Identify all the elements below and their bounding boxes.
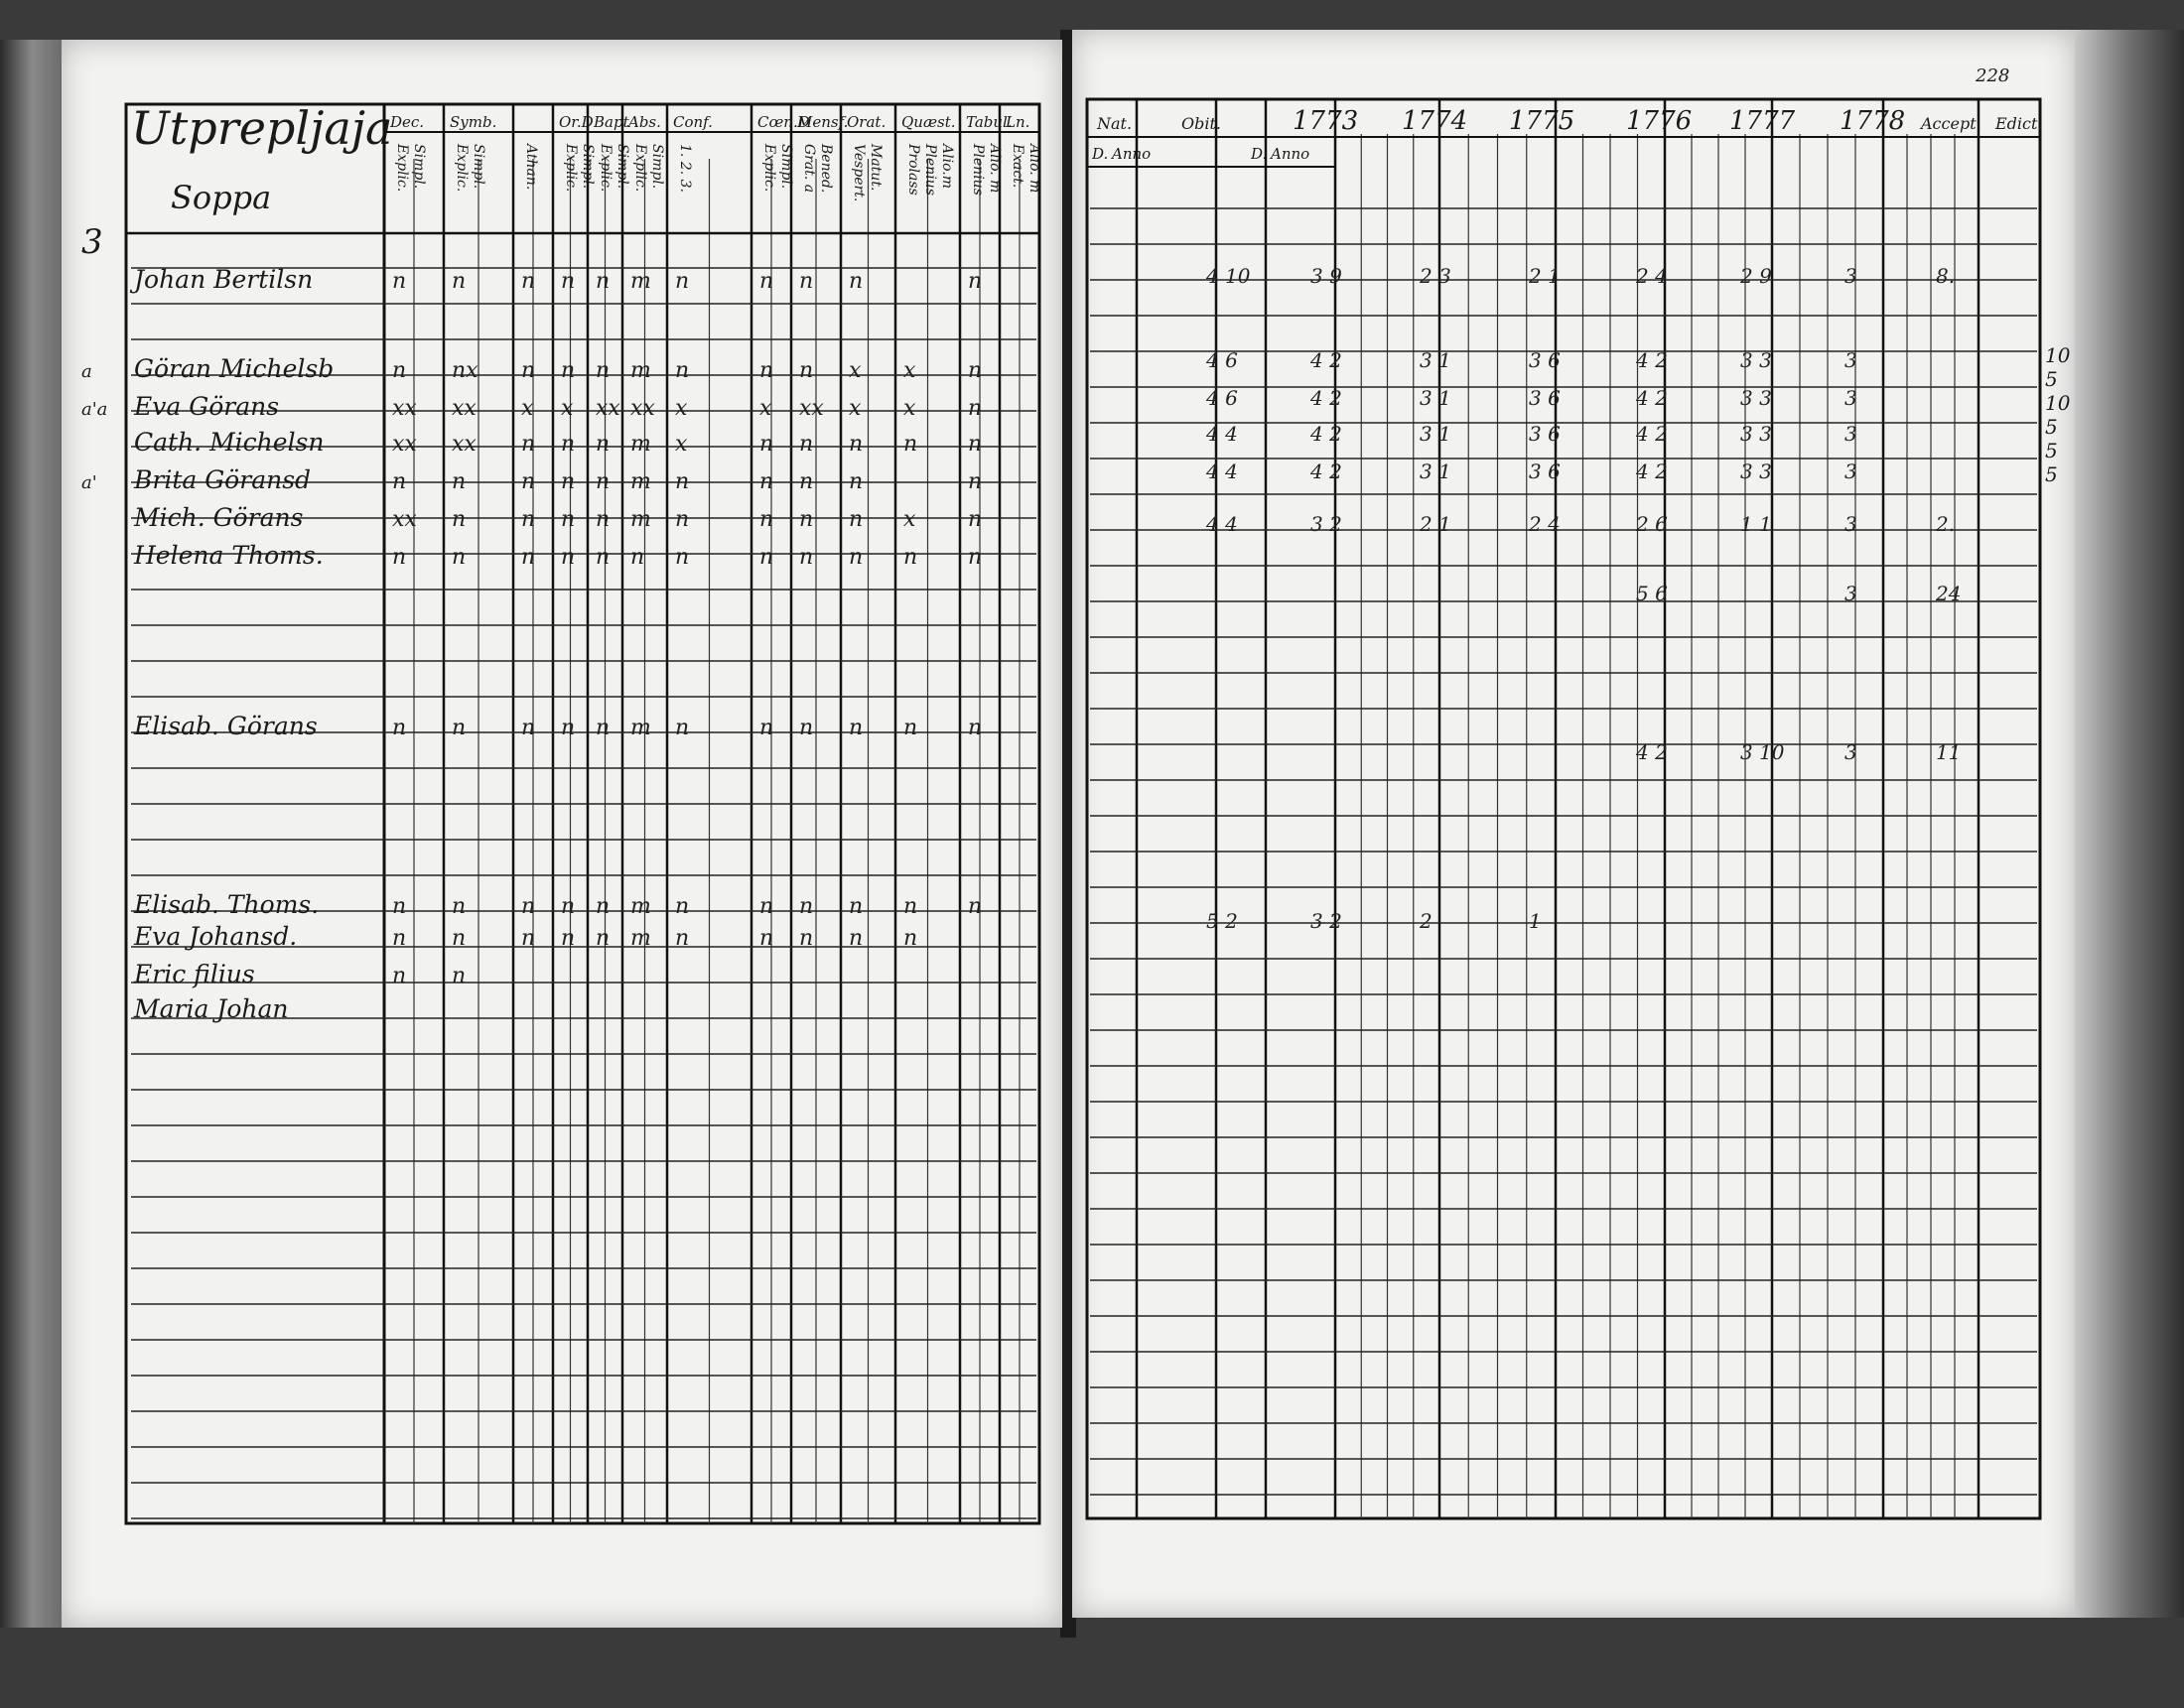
header-subtitle: Soppa — [171, 179, 272, 216]
column-subheader-label: Prolass — [905, 144, 921, 196]
exam-mark: n — [799, 926, 814, 951]
exam-mark: n — [452, 545, 467, 570]
column-subheader-label: Explic. — [761, 144, 777, 193]
exam-mark: n — [561, 269, 576, 294]
column-subheader-label: Anno — [1271, 145, 1310, 163]
column-subheader-label: Explic. — [598, 144, 614, 193]
exam-mark: n — [452, 894, 467, 919]
column-header-label: Mensf. — [797, 113, 849, 131]
year-value: 4 10 — [1206, 264, 1251, 288]
exam-mark: n — [799, 269, 814, 294]
ledger-row — [81, 465, 982, 494]
year-value: 11 — [1936, 740, 1962, 764]
year-value: 3 2 — [1310, 512, 1342, 536]
exam-mark: n — [596, 432, 611, 457]
person-name: Maria Johan — [134, 994, 289, 1023]
column-subheader-label: Vespert. — [851, 144, 867, 202]
year-value: 3 3 — [1740, 460, 1772, 483]
year-value: 2 1 — [1420, 512, 1451, 536]
column-header-label: Tabul. — [966, 113, 1013, 131]
year-entry-row — [1205, 512, 1955, 536]
year-entry-row — [1205, 460, 1857, 483]
year-value: 4 6 — [1206, 348, 1238, 372]
exam-mark: n — [521, 469, 536, 494]
person-name: Göran Michelsb — [134, 354, 335, 383]
year-value: 3 — [1844, 386, 1857, 410]
person-name: Brita Göransd — [134, 465, 312, 494]
margin-note: 5 — [2045, 439, 2058, 462]
exam-mark: xx — [630, 396, 655, 421]
person-name: Helena Thoms. — [134, 541, 324, 570]
exam-mark: n — [561, 507, 576, 532]
year-value: 3 — [1844, 264, 1857, 288]
exam-mark: m — [630, 432, 651, 457]
exam-mark: x — [849, 396, 862, 421]
column-header-label: Accept. — [1921, 114, 1981, 133]
exam-mark: n — [392, 964, 407, 988]
row-margin-note: a' — [81, 472, 97, 493]
exam-mark: n — [392, 545, 407, 570]
year-value: 2 3 — [1420, 264, 1451, 288]
margin-note: 10 — [2045, 391, 2071, 415]
exam-mark: n — [392, 926, 407, 951]
ledger-row — [133, 922, 917, 951]
exam-mark: n — [759, 469, 774, 494]
exam-mark: n — [392, 269, 407, 294]
exam-mark: n — [675, 469, 690, 494]
column-header-label: Bapt — [594, 113, 629, 131]
exam-mark: n — [452, 964, 467, 988]
year-value: 2. — [1936, 512, 1956, 536]
year-value: 24 — [1936, 582, 1962, 605]
person-name: Eva Görans — [134, 392, 280, 421]
column-subheader-label: Alio.m — [939, 144, 955, 189]
exam-mark: n — [799, 507, 814, 532]
exam-mark: n — [799, 716, 814, 740]
right-book-edge — [2075, 30, 2184, 1618]
column-header-label: 1777 — [1729, 106, 1796, 136]
exam-mark: n — [521, 358, 536, 383]
person-name: Cath. Michelsn — [134, 428, 325, 457]
exam-mark: xx — [392, 507, 417, 532]
header-title: Utprepljaja — [131, 101, 393, 155]
year-value: 4 2 — [1310, 422, 1342, 446]
column-header-label: 1774 — [1402, 106, 1468, 136]
year-value: 3 6 — [1529, 348, 1561, 372]
right-ledger-table — [1072, 30, 2075, 1618]
right-page — [1072, 30, 2075, 1618]
column-subheader-label: Explic. — [632, 144, 648, 193]
exam-mark: n — [968, 358, 983, 383]
ledger-row — [81, 392, 982, 421]
exam-mark: n — [561, 469, 576, 494]
exam-mark: n — [759, 269, 774, 294]
exam-mark: m — [630, 269, 651, 294]
exam-mark: n — [452, 269, 467, 294]
year-value: 4 2 — [1636, 422, 1668, 446]
exam-mark: n — [849, 716, 864, 740]
column-header-label: Quæst. — [901, 113, 956, 131]
exam-mark: m — [630, 716, 651, 740]
exam-mark: m — [630, 894, 651, 919]
exam-mark: n — [596, 358, 611, 383]
exam-mark: n — [675, 269, 690, 294]
column-header-label: Symb. — [450, 113, 497, 131]
column-subheader-label: Grat. a — [801, 144, 817, 194]
exam-mark: xx — [799, 396, 824, 421]
column-header-label: Or.D — [559, 113, 594, 131]
column-subheader-label: Simpl. — [649, 144, 665, 190]
exam-mark: n — [968, 894, 983, 919]
column-header-label: Nat. — [1097, 114, 1133, 133]
column-header-label: Ln. — [1006, 113, 1030, 131]
exam-mark: x — [903, 358, 916, 383]
year-value: 3 1 — [1420, 460, 1451, 483]
exam-mark: x — [903, 507, 916, 532]
year-value: 4 2 — [1636, 386, 1668, 410]
exam-mark: n — [968, 716, 983, 740]
exam-mark: n — [799, 894, 814, 919]
exam-mark: x — [849, 358, 862, 383]
year-value: 3 3 — [1740, 386, 1772, 410]
row-margin-note: a'a — [81, 399, 108, 420]
exam-mark: xx — [452, 396, 477, 421]
year-value: 2 4 — [1529, 512, 1561, 536]
exam-mark: n — [799, 358, 814, 383]
column-subheader-label: Athan. — [523, 144, 539, 191]
year-value: 3 — [1844, 512, 1857, 536]
year-value: 2 1 — [1529, 264, 1561, 288]
exam-mark: n — [675, 507, 690, 532]
exam-mark: m — [630, 926, 651, 951]
exam-mark: n — [903, 926, 918, 951]
right-grid — [1087, 99, 2040, 1518]
column-subheader-label: D. — [1251, 145, 1268, 163]
exam-mark: n — [849, 545, 864, 570]
column-subheader-label: Simpl. — [471, 144, 486, 190]
margin-note: 5 — [2045, 367, 2058, 391]
year-value: 3 3 — [1740, 348, 1772, 372]
exam-mark: n — [903, 716, 918, 740]
year-value: 8. — [1936, 264, 1956, 288]
exam-mark: n — [903, 894, 918, 919]
table-border — [1087, 99, 2040, 1518]
column-subheader-label: Plenius — [922, 144, 938, 196]
exam-mark: n — [799, 469, 814, 494]
year-value: 3 6 — [1529, 422, 1561, 446]
exam-mark: n — [849, 507, 864, 532]
column-subheader-label: Simpl. — [411, 144, 427, 190]
exam-mark: n — [392, 358, 407, 383]
year-value: 4 2 — [1636, 348, 1668, 372]
column-header-label: Obit. — [1181, 114, 1221, 133]
exam-mark: n — [596, 716, 611, 740]
column-subheader-label: Explic. — [563, 144, 579, 193]
year-entry-row — [1205, 264, 1955, 288]
right-column-headers — [1091, 106, 2043, 163]
ledger-row — [81, 354, 982, 383]
person-name: Eric filius — [134, 960, 255, 988]
year-value: 4 6 — [1206, 386, 1238, 410]
column-header-label: Orat. — [847, 113, 887, 131]
year-value: 3 9 — [1310, 264, 1342, 288]
exam-mark: n — [521, 894, 536, 919]
column-subheader-label: Alio. m — [987, 144, 1003, 194]
exam-mark: n — [849, 894, 864, 919]
column-subheader-label: Alio. m — [1026, 144, 1042, 194]
column-subheader-label: Bened. — [818, 144, 834, 194]
exam-mark: n — [799, 545, 814, 570]
year-value: 3 6 — [1529, 460, 1561, 483]
column-header-label: 1776 — [1626, 106, 1693, 136]
exam-mark: xx — [392, 396, 417, 421]
year-value: 2 4 — [1636, 264, 1668, 288]
exam-mark: n — [521, 926, 536, 951]
year-value: 3 1 — [1420, 348, 1451, 372]
exam-mark: n — [521, 432, 536, 457]
exam-mark: n — [968, 432, 983, 457]
left-column-headers — [389, 113, 1042, 201]
exam-mark: n — [521, 545, 536, 570]
year-value: 3 — [1844, 740, 1857, 764]
ledger-row — [133, 960, 466, 988]
column-header-label: Conf. — [673, 113, 713, 131]
right-margin-notes — [2045, 343, 2071, 486]
exam-mark: n — [630, 545, 645, 570]
exam-mark: n — [759, 716, 774, 740]
exam-mark: n — [452, 926, 467, 951]
exam-mark: x — [521, 396, 534, 421]
exam-mark: n — [452, 507, 467, 532]
left-page — [62, 40, 1062, 1628]
row-margin-note: a — [81, 361, 92, 382]
column-header-label: Edict. — [1995, 114, 2043, 133]
exam-mark: n — [521, 269, 536, 294]
exam-mark: n — [759, 358, 774, 383]
exam-mark: n — [968, 545, 983, 570]
year-value: 3 10 — [1740, 740, 1785, 764]
exam-mark: nx — [452, 358, 478, 383]
column-subheader-label: Plenius — [970, 144, 986, 196]
exam-mark: x — [675, 396, 688, 421]
column-subheader-label: Matut. — [868, 144, 884, 192]
exam-mark: xx — [596, 396, 620, 421]
exam-mark: n — [849, 432, 864, 457]
ledger-row — [133, 994, 288, 1023]
exam-mark: n — [675, 716, 690, 740]
year-value: 4 2 — [1636, 740, 1668, 764]
exam-mark: n — [521, 507, 536, 532]
year-value: 3 — [1844, 348, 1857, 372]
year-value: 5 2 — [1206, 909, 1238, 933]
exam-mark: xx — [452, 432, 477, 457]
exam-mark: n — [759, 507, 774, 532]
table-border — [126, 104, 1039, 1523]
exam-mark: n — [799, 432, 814, 457]
exam-mark: n — [968, 507, 983, 532]
exam-mark: n — [596, 545, 611, 570]
exam-mark: n — [903, 545, 918, 570]
exam-mark: m — [630, 507, 651, 532]
column-subheader-label: Explic. — [394, 144, 410, 193]
year-entry-row — [1205, 422, 1857, 446]
exam-mark: n — [849, 269, 864, 294]
year-value: 3 6 — [1529, 386, 1561, 410]
year-value: 4 2 — [1310, 386, 1342, 410]
exam-mark: n — [521, 716, 536, 740]
side-number: 3 — [81, 222, 103, 262]
exam-mark: x — [759, 396, 772, 421]
person-name: Eva Johansd. — [134, 922, 298, 951]
exam-mark: n — [596, 269, 611, 294]
column-subheader-label: Simpl. — [778, 144, 794, 190]
ledger-row — [134, 428, 982, 457]
ledger-row — [133, 712, 982, 740]
exam-mark: xx — [392, 432, 417, 457]
exam-mark: n — [903, 432, 918, 457]
year-value: 2 — [1420, 909, 1433, 933]
year-value: 4 2 — [1310, 460, 1342, 483]
exam-mark: n — [968, 269, 983, 294]
column-subheader-label: Explic. — [454, 144, 470, 193]
year-entry-row — [1206, 909, 1542, 933]
column-subheader-label: Exact. — [1010, 144, 1025, 189]
column-subheader-label: Simpl. — [580, 144, 596, 190]
year-value: 5 6 — [1636, 582, 1668, 605]
exam-mark: n — [392, 894, 407, 919]
column-header-label: 1773 — [1293, 106, 1359, 136]
person-name: Mich. Görans — [134, 503, 304, 532]
column-header-label: 1778 — [1840, 106, 1906, 136]
column-header-label: 1775 — [1509, 106, 1575, 136]
column-header-label: Abs. — [628, 113, 661, 131]
exam-mark: x — [675, 432, 688, 457]
left-grid — [126, 104, 1039, 1523]
year-value: 3 1 — [1420, 386, 1451, 410]
year-value: 4 4 — [1206, 460, 1238, 483]
margin-note: 5 — [2045, 462, 2058, 486]
year-value: 3 1 — [1420, 422, 1451, 446]
column-header-label: Cœn.D — [757, 113, 810, 131]
page-number: 228 — [1976, 66, 2010, 86]
exam-mark: m — [630, 358, 651, 383]
year-value: 4 4 — [1206, 422, 1238, 446]
exam-mark: n — [561, 545, 576, 570]
person-name: Elisab. Görans — [134, 712, 318, 740]
ledger-row — [133, 890, 982, 919]
ledger-row — [133, 541, 982, 570]
exam-mark: n — [759, 545, 774, 570]
column-subheader-label: 1. 2. 3. — [677, 144, 693, 193]
exam-mark: n — [596, 469, 611, 494]
person-name: Johan Bertilsn — [134, 265, 314, 294]
year-value: 3 — [1844, 582, 1857, 605]
margin-note: 5 — [2045, 415, 2058, 439]
left-ledger-table — [62, 40, 1062, 1628]
column-header-label: Dec. — [390, 113, 425, 131]
exam-mark: n — [452, 469, 467, 494]
exam-mark: n — [675, 545, 690, 570]
exam-mark: x — [561, 396, 574, 421]
year-value: 4 4 — [1206, 512, 1238, 536]
year-value: 2 9 — [1740, 264, 1772, 288]
column-subheader-label: Simpl. — [614, 144, 630, 190]
exam-mark: n — [561, 432, 576, 457]
exam-mark: n — [759, 926, 774, 951]
exam-mark: n — [561, 358, 576, 383]
exam-mark: n — [392, 469, 407, 494]
exam-mark: n — [596, 894, 611, 919]
left-rows — [81, 265, 982, 1023]
year-value: 4 2 — [1310, 348, 1342, 372]
exam-mark: n — [968, 396, 983, 421]
exam-mark: n — [561, 716, 576, 740]
year-value: 3 — [1844, 460, 1857, 483]
exam-mark: n — [392, 716, 407, 740]
person-name: Elisab. Thoms. — [134, 890, 320, 919]
year-value: 3 — [1844, 422, 1857, 446]
exam-mark: m — [630, 469, 651, 494]
column-subheader-label: D. — [1092, 145, 1109, 163]
exam-mark: n — [675, 358, 690, 383]
year-value: 1 1 — [1740, 512, 1772, 536]
exam-mark: n — [849, 926, 864, 951]
exam-mark: n — [596, 926, 611, 951]
exam-mark: n — [596, 507, 611, 532]
year-value: 4 2 — [1636, 460, 1668, 483]
exam-mark: n — [675, 926, 690, 951]
exam-mark: n — [759, 432, 774, 457]
exam-mark: n — [675, 894, 690, 919]
exam-mark: n — [849, 469, 864, 494]
ledger-row — [129, 265, 982, 294]
year-entry-row — [1205, 386, 1857, 410]
exam-mark: n — [561, 926, 576, 951]
exam-mark: n — [968, 469, 983, 494]
exam-mark: n — [452, 716, 467, 740]
year-value: 1 — [1529, 909, 1542, 933]
exam-mark: n — [561, 894, 576, 919]
year-value: 3 3 — [1740, 422, 1772, 446]
exam-mark: n — [759, 894, 774, 919]
exam-mark: x — [903, 396, 916, 421]
year-value: 2 6 — [1636, 512, 1668, 536]
column-subheader-label: Anno — [1112, 145, 1152, 163]
margin-note: 10 — [2045, 343, 2071, 367]
year-value: 3 2 — [1310, 909, 1342, 933]
